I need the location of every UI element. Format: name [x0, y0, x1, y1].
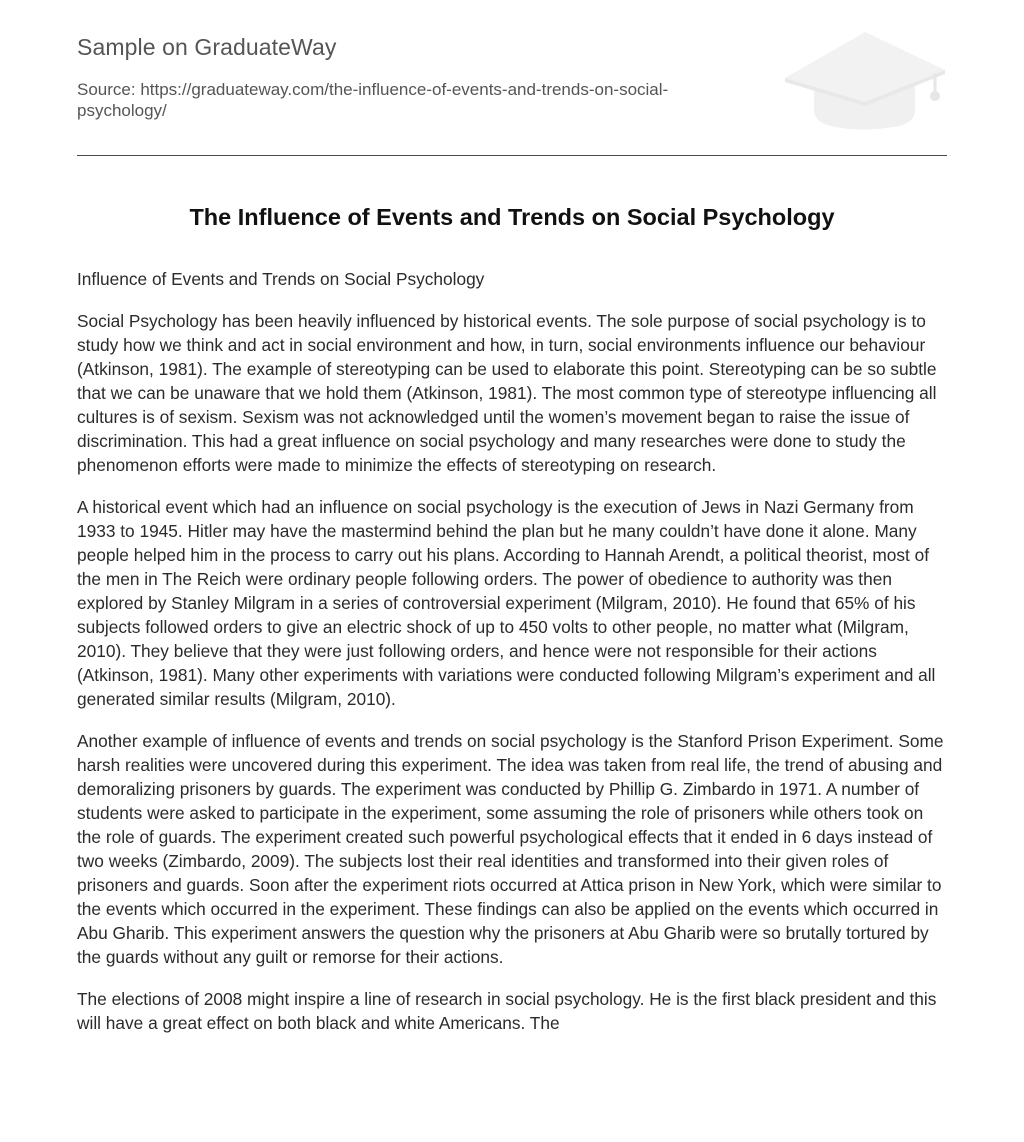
document-body: [77, 267, 949, 1053]
paragraph: A historical event which had an influence on social psychology is the execution of Jews in Nazi Germany from 1933 to 1945. Hitler may have the mastermind behind the plan but he many couldn’t have done it alone. Many people helped him in the process to carry out his plans. According to Hannah Arendt, a political theorist, most of the men in The Reich were ordinary people following orders. The power of obedience to authority was then explored by Stanley Milgram in a series of controversial experiment (Milgram, 2010). He found that 65% of his subjects followed orders to give an electric shock of up to 450 volts to other people, no matter what (Milgram, 2010). They believe that they were just following orders, and hence were not responsible for their actions (Atkinson, 1981). Many other experiments with variations were conducted following Milgram’s experiment and all generated similar results (Milgram, 2010).: [77, 497, 936, 709]
paragraph: The elections of 2008 might inspire a line of research in social psychology. He is the first black president and this will have a great effect on both black and white Americans. The: [77, 989, 937, 1033]
source-link[interactable]: https://graduateway.com/the-influence-of-events-and-trends-on-social-psychology/: [77, 80, 669, 120]
source-label: Source:: [77, 80, 141, 99]
paragraph: Social Psychology has been heavily influenced by historical events. The sole purpose of social psychology is to study how we think and act in social environment and how, in turn, social environments influence our behaviour (Atkinson, 1981). The example of stereotyping can be used to elaborate this point. Stereotyping can be so subtle that we can be unaware that we hold them (Atkinson, 1981). The most common type of stereotype influencing all cultures is of sexism. Sexism was not acknowledged until the women’s movement began to raise the issue of discrimination. This had a great influence on social psychology and many researches were done to study the phenomenon efforts were made to minimize the effects of stereotyping on research.: [77, 311, 937, 475]
site-title: Sample on GraduateWay: [77, 34, 337, 60]
document-subtitle: Influence of Events and Trends on Social Psychology: [77, 269, 485, 289]
graduation-cap-icon: [781, 30, 947, 134]
paragraph: Another example of influence of events and trends on social psychology is the Stanford Prison Experiment. Some harsh realities were uncovered during this experiment. The idea was taken from real life, the trend of abusing and demoralizing prisoners by guards. The experiment was conducted by Phillip G. Zimbardo in 1971. A number of students were asked to participate in the experiment, some assuming the role of prisoners while others took on the role of guards. The experiment created such powerful psychological effects that it ended in 6 days instead of two weeks (Zimbardo, 2009). The subjects lost their real identities and transformed into their given roles of prisoners and guards. Soon after the experiment riots occurred at Attica prison in New York, which were similar to the events which occurred in the experiment. These findings can also be applied on the events which occurred in Abu Gharib. This experiment answers the question why the prisoners at Abu Gharib were so brutally tortured by the guards without any guilt or remorse for their actions.: [77, 731, 944, 967]
source-line: [77, 79, 737, 121]
header-divider: [77, 155, 947, 156]
document-title: The Influence of Events and Trends on Social Psychology: [189, 204, 835, 230]
